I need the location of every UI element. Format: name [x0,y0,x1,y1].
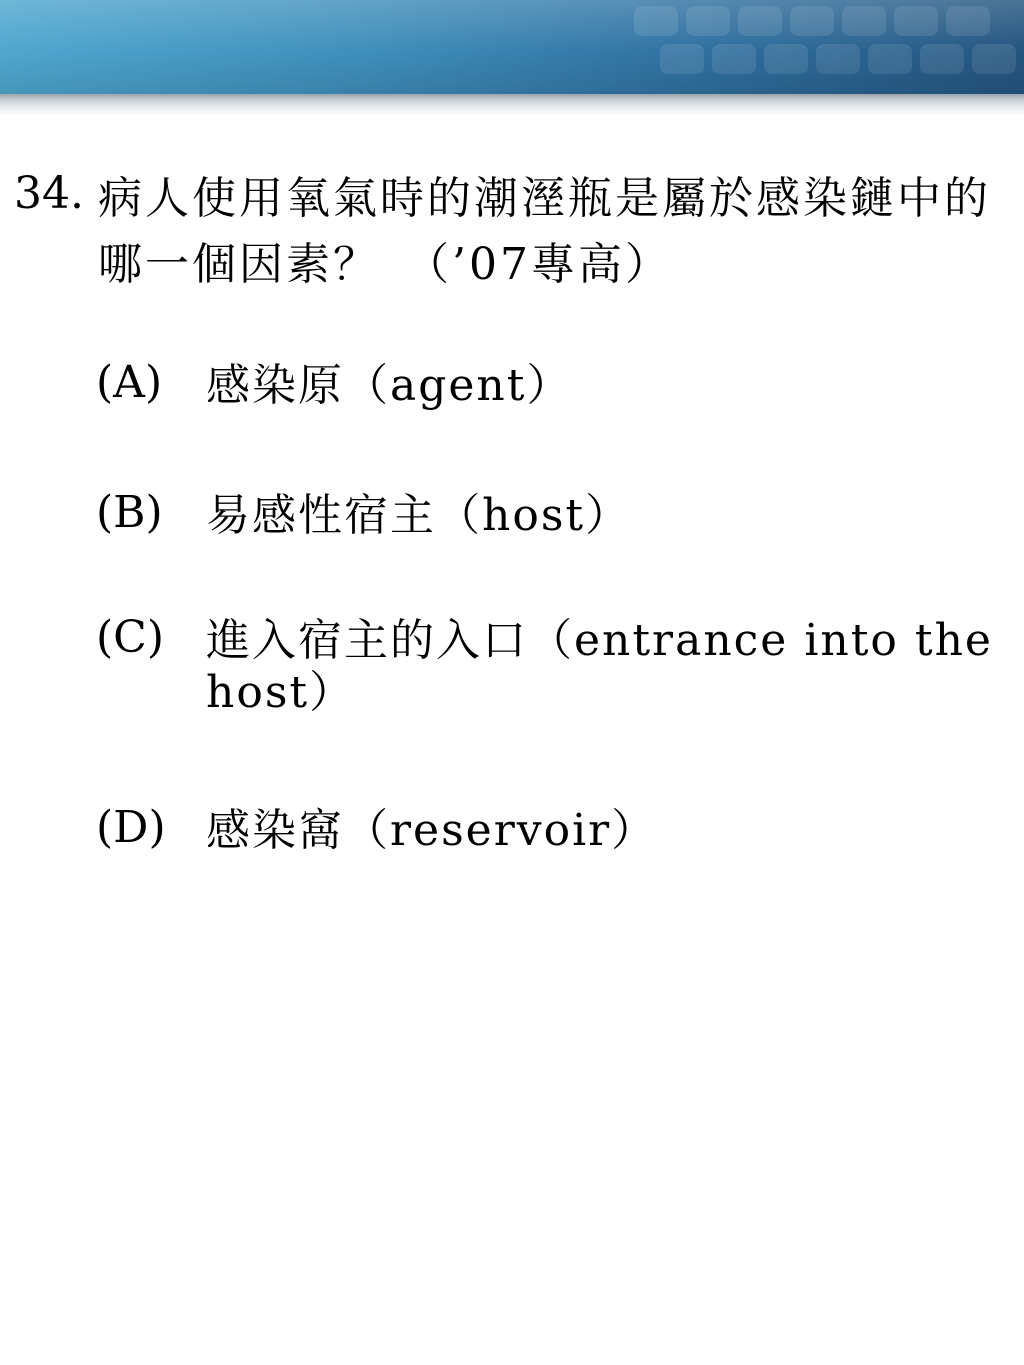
question-number: 34. [14,168,84,219]
option-b-label: (B) [96,487,163,538]
option-c-text: 進入宿主的入口（entrance into the host） [206,615,993,718]
option-d-label: (D) [96,802,166,853]
header-banner [0,0,1024,94]
option-d-text: 感染窩（reservoir） [206,805,658,856]
option-c-label: (C) [96,612,164,663]
option-b-text: 易感性宿主（host） [206,490,632,541]
option-a-label: (A) [96,357,163,408]
question-text: 病人使用氧氣時的潮溼瓶是屬於感染鏈中的哪一個因素？ （’07專高） [98,173,991,290]
option-a-text: 感染原（agent） [206,360,573,411]
header-divider [0,94,1024,116]
